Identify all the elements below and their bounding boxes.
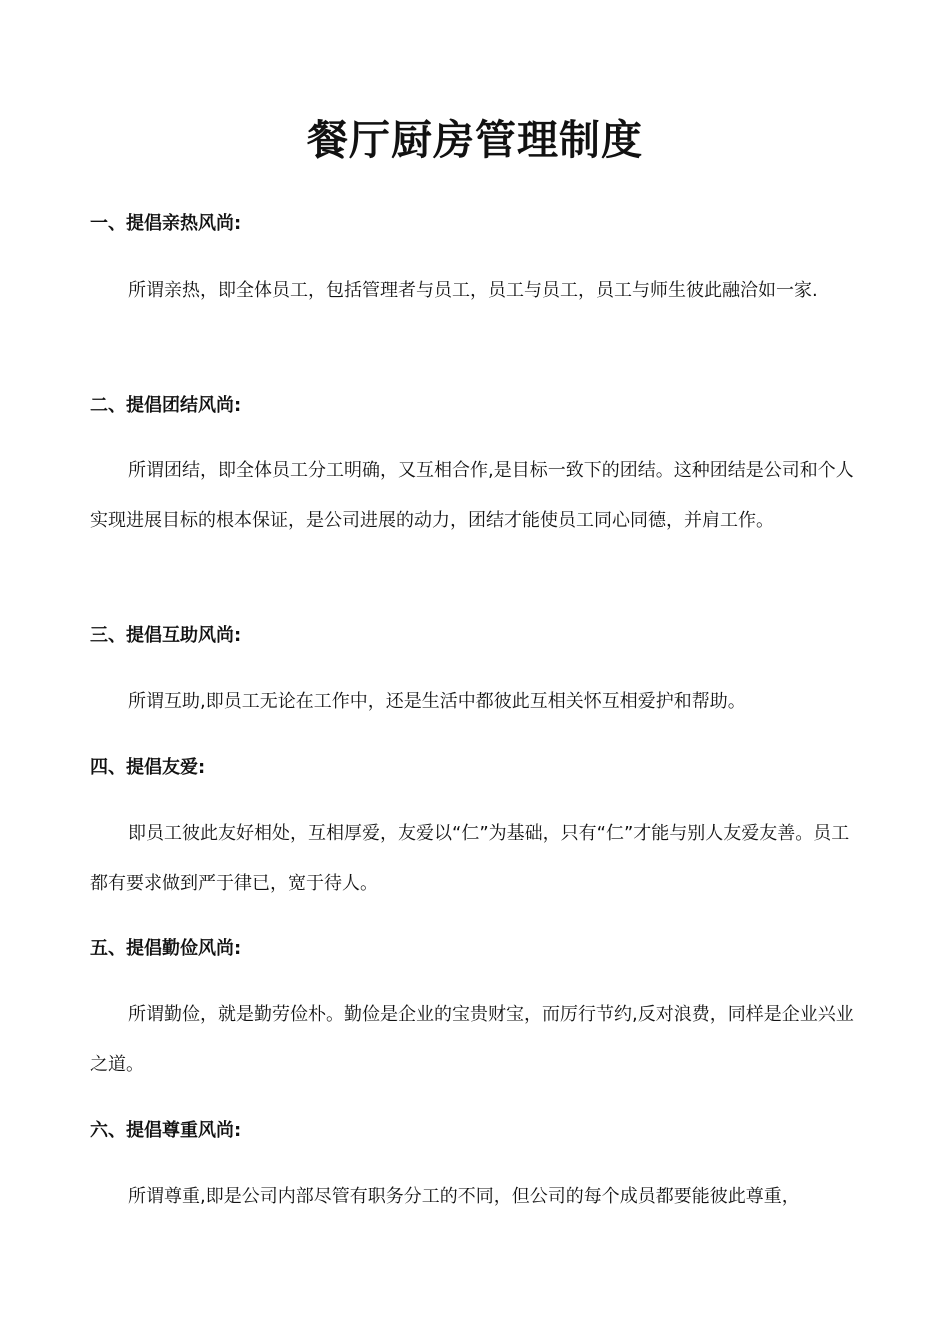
section-paragraph-6: 所谓尊重,即是公司内部尽管有职务分工的不同，但公司的每个成员都要能彼此尊重， xyxy=(128,1186,800,1207)
section-paragraph-3: 所谓互助,即员工无论在工作中，还是生活中都彼此互相关怀互相爱护和帮助。 xyxy=(128,691,746,712)
section-heading-2: 二、提倡团结风尚: xyxy=(90,395,242,416)
section-paragraph-5: 所谓勤俭，就是勤劳俭朴。勤俭是企业的宝贵财宝，而厉行节约,反对浪费，同样是企业兴业之道。 xyxy=(90,1004,854,1075)
section-heading-3: 三、提倡互助风尚: xyxy=(90,625,242,646)
section-heading-4: 四、提倡友爱: xyxy=(90,757,206,778)
section-paragraph-1: 所谓亲热，即全体员工，包括管理者与员工，员工与员工，员工与师生彼此融洽如一家. xyxy=(128,280,818,301)
section-heading-6: 六、提倡尊重风尚: xyxy=(90,1120,242,1141)
section-heading-1: 一、提倡亲热风尚: xyxy=(90,213,242,234)
document-title: 餐厅厨房管理制度 xyxy=(307,116,643,164)
section-paragraph-4: 即员工彼此友好相处，互相厚爱，友爱以“仁”为基础，只有“仁”才能与别人友爱友善。员工都有要求做到严于律已，宽于待人。 xyxy=(90,823,850,894)
section-paragraph-2: 所谓团结，即全体员工分工明确，又互相合作,是目标一致下的团结。这种团结是公司和个人实现进展目标的根本保证，是公司进展的动力，团结才能使员工同心同德，并肩工作。 xyxy=(90,460,854,531)
section-heading-5: 五、提倡勤俭风尚: xyxy=(90,938,242,959)
